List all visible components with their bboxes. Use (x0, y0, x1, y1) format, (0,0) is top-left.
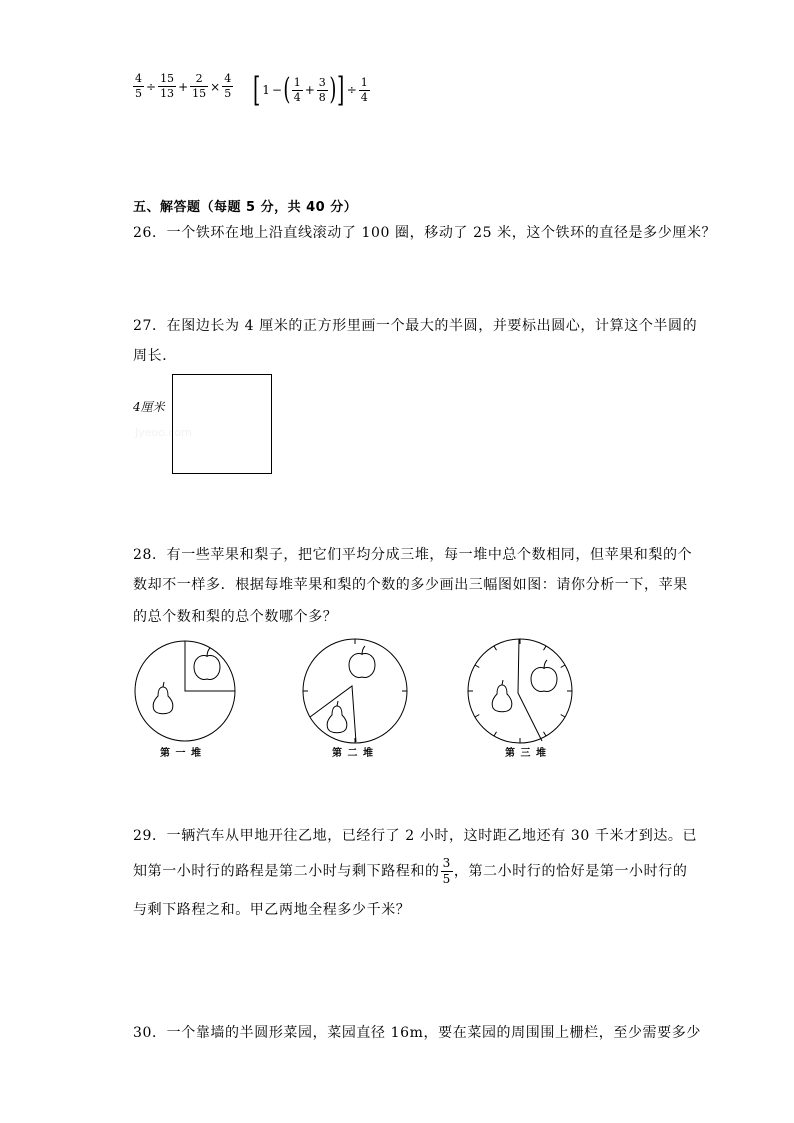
fraction: $\frac{3}{5}$ (442, 856, 451, 886)
tick-mark (494, 732, 497, 736)
question-28-line-1: 28．有一些苹果和梨子，把它们平均分成三堆，每一堆中总个数相同，但苹果和梨的个 (133, 547, 693, 563)
right-bracket: ] (337, 70, 345, 110)
pear-icon (153, 682, 173, 714)
fraction: $\frac{1}{4}$ (360, 75, 368, 104)
fraction: $\frac{15}{13}$ (160, 72, 175, 100)
operator: − (271, 83, 282, 97)
pile-1-caption: 第 一 堆 (160, 748, 202, 759)
pile-2-caption: 第 二 堆 (332, 748, 374, 759)
expression-1 (132, 72, 234, 101)
pear-icon (327, 701, 347, 733)
tick-mark (475, 715, 479, 718)
fraction: $\frac{1}{4}$ (293, 75, 301, 104)
tick-mark (544, 732, 547, 736)
left-paren: ( (283, 72, 291, 107)
question-28-line-3: 的总个数和梨的总个数哪个多？ (133, 609, 338, 625)
question-27-line-1: 27．在图边长为 4 厘米的正方形里画一个最大的半圆，并要标出圆心，计算这个半圆的 (133, 318, 698, 334)
pile-1-diagram (135, 641, 235, 741)
apple-icon (349, 646, 375, 677)
pile-diagrams (0, 630, 794, 770)
operator: + (304, 83, 315, 97)
tick-mark (544, 646, 547, 650)
tick-mark (561, 665, 565, 668)
fraction: $\frac{4}{5}$ (135, 72, 142, 100)
tick-mark (475, 665, 479, 668)
square-figure (172, 374, 272, 474)
fraction: $\frac{2}{15}$ (192, 72, 207, 100)
tick-mark (494, 646, 497, 650)
operator: ÷ (146, 79, 157, 94)
left-bracket: [ (252, 70, 261, 110)
pile-2-diagram (303, 639, 407, 743)
question-29-line-3: 与剩下路程之和。甲乙两地全程多少千米？ (133, 902, 411, 918)
question-30: 30．一个靠墙的半圆形菜园，菜园直径 16m，要在菜园的周围围上栅栏，至少需要多少 (133, 1025, 701, 1041)
pile-3-caption: 第 三 堆 (505, 748, 547, 759)
fraction: $\frac{4}{5}$ (224, 72, 232, 100)
question-27-line-2: 周长． (133, 348, 177, 364)
tick-mark (561, 715, 565, 718)
operator: + (178, 79, 189, 94)
pile-3-diagram (468, 639, 572, 743)
watermark: Jyeoo.com (135, 426, 192, 439)
question-26: 26．一个铁环在地上沿直线滚动了 100 圈，移动了 25 米，这个铁环的直径是多少厘米？ (133, 225, 717, 241)
operator: ÷ (346, 83, 357, 97)
square-side-label: 4厘米 (133, 400, 165, 414)
question-28-line-2: 数却不一样多．根据每堆苹果和梨的个数的多少画出三幅图如图：请你分析一下，苹果 (133, 577, 688, 593)
section-heading: 五、解答题（每题 5 分，共 40 分） (133, 200, 358, 215)
question-29-line-1: 29．一辆汽车从甲地开往乙地，已经行了 2 小时，这时距乙地还有 30 千米才到达。已 (133, 828, 698, 844)
pear-icon (492, 680, 512, 712)
question-29-line-2: 知第一小时行的路程是第二小时与剩下路程和的 $\frac{3}{5}$ ，第二小时行的恰好是第一小时行的 (133, 856, 688, 886)
apple-icon (194, 648, 220, 679)
apple-icon (531, 660, 557, 691)
operator: × (210, 79, 221, 94)
expression-2: [ 1 −( $\frac{1}{4}$ + $\frac{3}{8}$ )] ÷ $\frac{1}{4}$ (252, 70, 368, 110)
fraction: $\frac{3}{8}$ (318, 75, 326, 104)
right-paren: ) (329, 72, 337, 107)
